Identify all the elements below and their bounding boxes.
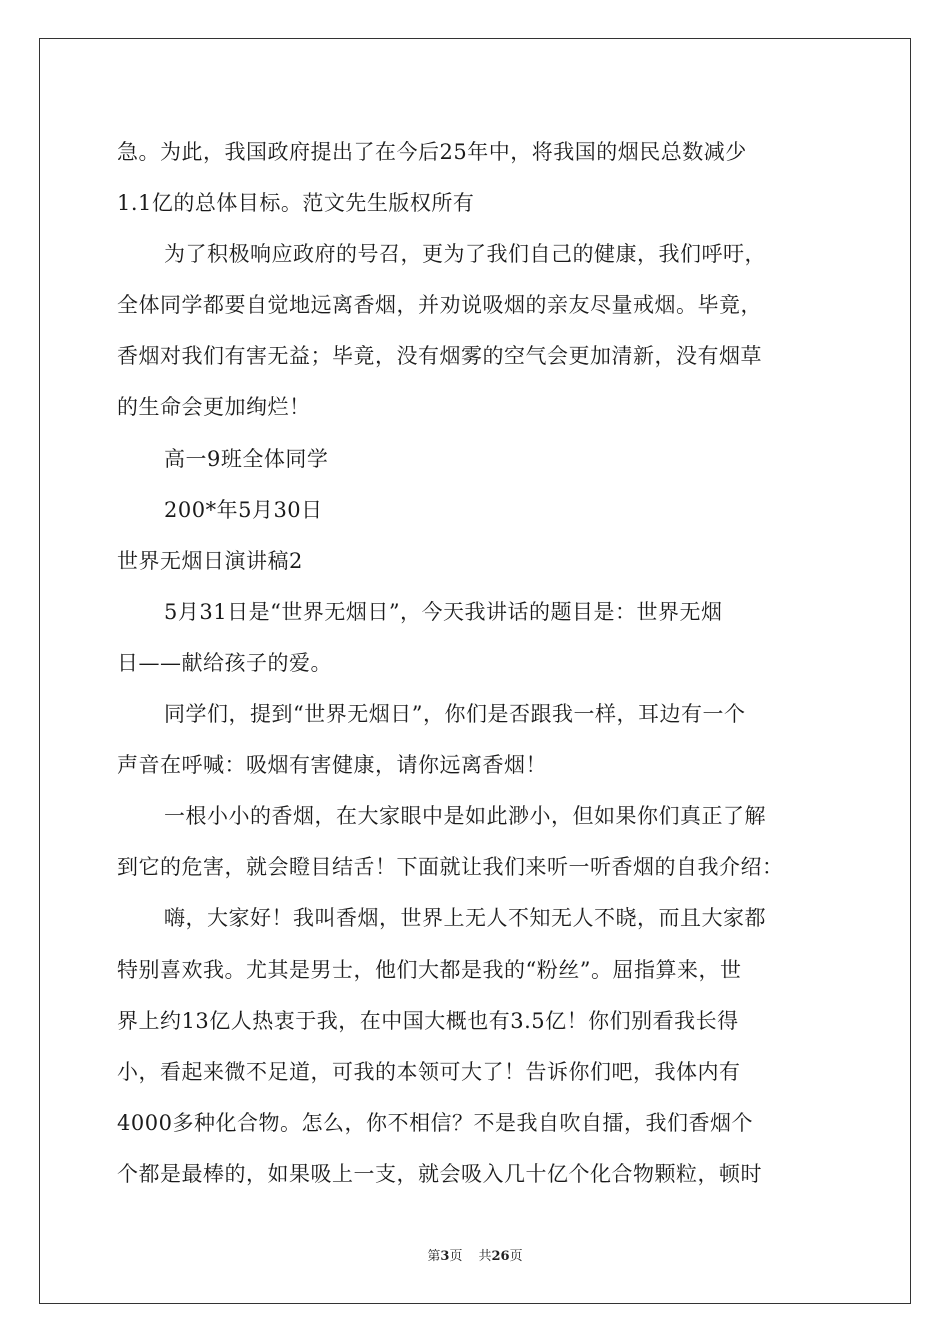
page-suffix: 页 [449, 1249, 463, 1264]
text-line: 界上约13亿人热衷于我，在中国大概也有3.5亿！你们别看我长得 [117, 1008, 739, 1033]
paragraph-start: 一根小小的香烟，在大家眼中是如此渺小，但如果你们真正了解 [164, 804, 766, 829]
total-suffix: 页 [509, 1249, 523, 1264]
text-line: 1.1亿的总体目标。范文先生版权所有 [117, 191, 475, 216]
section-heading: 世界无烟日演讲稿2 [117, 548, 303, 573]
document-body [117, 127, 837, 1200]
text-line: 全体同学都要自觉地远离香烟，并劝说吸烟的亲友尽量戒烟。毕竟， [117, 293, 762, 318]
text-line: 日——献给孩子的爱。 [117, 650, 332, 675]
text-line: 个都是最棒的，如果吸上一支，就会吸入几十亿个化合物颗粒，顿时 [117, 1161, 762, 1186]
text-line: 的生命会更加绚烂！ [117, 395, 311, 420]
text-line: 小，看起来微不足道，可我的本领可大了！告诉你们吧，我体内有 [117, 1059, 741, 1084]
current-page-number: 3 [440, 1249, 450, 1264]
page-footer [0, 1245, 950, 1264]
paragraph-start: 同学们，提到“世界无烟日”，你们是否跟我一样，耳边有一个 [164, 702, 746, 727]
paragraph-start: 嗨，大家好！我叫香烟，世界上无人不知无人不晓，而且大家都 [164, 906, 766, 931]
page-prefix: 第 [427, 1249, 441, 1264]
paragraph-start: 5月31日是“世界无烟日”，今天我讲话的题目是：世界无烟 [164, 599, 723, 624]
paragraph-start: 为了积极响应政府的号召，更为了我们自己的健康，我们呼吁， [164, 242, 766, 267]
total-page-count: 26 [491, 1249, 510, 1264]
text-line: 到它的危害，就会瞪目结舌！下面就让我们来听一听香烟的自我介绍： [117, 855, 784, 880]
signature-line: 高一9班全体同学 [164, 446, 329, 471]
text-line: 声音在呼喊：吸烟有害健康，请你远离香烟！ [117, 753, 547, 778]
text-line: 急。为此，我国政府提出了在今后25年中，将我国的烟民总数减少 [117, 140, 747, 164]
total-prefix: 共 [478, 1249, 492, 1264]
text-line: 香烟对我们有害无益；毕竟，没有烟雾的空气会更加清新，没有烟草 [117, 344, 762, 369]
text-line: 特别喜欢我。尤其是男士，他们大都是我的“粉丝”。屈指算来，世 [117, 957, 742, 982]
text-line: 4000多种化合物。怎么，你不相信？不是我自吹自擂，我们香烟个 [117, 1110, 753, 1135]
date-line: 200*年5月30日 [164, 497, 323, 522]
